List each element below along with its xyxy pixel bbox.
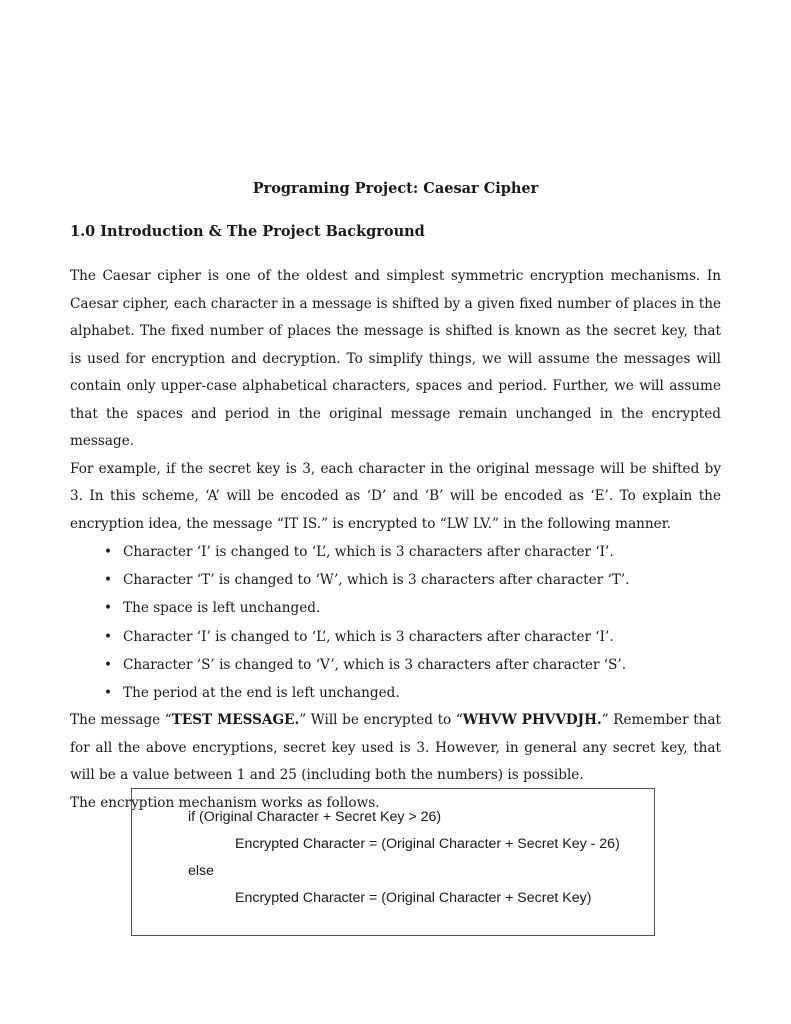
message-example-paragraph — [70, 707, 721, 790]
text-run: ” Remember that for all the above encryptions, secret key used is 3. However, in general any secret key, that will be a value between 1 and 25 (including both the numbers) is possible. — [70, 712, 721, 784]
intro-paragraph: The Caesar cipher is one of the oldest and simplest symmetric encryption mechanisms. In Caesar cipher, each character in a message is shifted by a given fixed number of places in the alphabet. The fixed number of places the message is shifted is known as the secret key, that is used for encryption and decryption. To simplify things, we will assume the messages will contain only upper-case alphabetical characters, spaces and period. Further, we will assume that the spaces and period in the original message remain unchanged in the encrypted message. — [70, 268, 721, 449]
bullet-icon: • — [104, 685, 113, 702]
pseudocode-else-line: else — [188, 863, 215, 879]
list-item — [104, 679, 721, 707]
bullet-icon: • — [104, 628, 113, 645]
section-heading: 1.0 Introduction & The Project Background — [70, 223, 425, 240]
list-item-text: The period at the end is left unchanged. — [123, 685, 400, 702]
document-title: Programing Project: Caesar Cipher — [252, 180, 539, 197]
text-run: ” Will be encrypted to “ — [299, 712, 463, 729]
list-item — [104, 594, 721, 622]
list-item-text: Character ‘I’ is changed to ‘L’, which is 3 characters after character ‘I’. — [123, 628, 614, 645]
encryption-pseudocode-box — [131, 788, 655, 936]
list-item — [104, 623, 721, 651]
bullet-icon: • — [104, 600, 113, 617]
example-paragraph: For example, if the secret key is 3, each character in the original message will be shifted by 3. In this scheme, ‘A’ will be encoded as ‘D’ and ‘B’ will be encoded as ‘E’. To explain the encryption idea, the message “IT IS.” is encrypted to “LW LV.” in the following manner. — [70, 460, 721, 532]
encryption-steps-list — [70, 538, 721, 707]
pseudocode-then-line: Encrypted Character = (Original Character + Secret Key - 26) — [235, 836, 620, 852]
list-item — [104, 651, 721, 679]
bullet-icon: • — [104, 656, 113, 673]
list-item-text: Character ‘S’ is changed to ‘V’, which is 3 characters after character ‘S’. — [123, 656, 627, 673]
bullet-icon: • — [104, 572, 113, 589]
list-item-text: Character ‘I’ is changed to ‘L’, which is 3 characters after character ‘I’. — [123, 544, 614, 560]
pseudocode-else-body-line: Encrypted Character = (Original Character + Secret Key) — [235, 890, 592, 906]
bullet-icon: • — [104, 544, 113, 560]
encrypted-message: WHVW PHVVDJH. — [462, 712, 602, 729]
text-run: The message “ — [70, 712, 172, 729]
pseudocode-if-line: if (Original Character + Secret Key > 26) — [188, 809, 442, 825]
list-item — [104, 566, 721, 594]
list-item — [104, 538, 721, 566]
original-message: TEST MESSAGE. — [171, 712, 300, 729]
list-item-text: The space is left unchanged. — [123, 600, 321, 617]
list-item-text: Character ‘T’ is changed to ‘W’, which is 3 characters after character ‘T’. — [123, 572, 630, 589]
mechanism-intro: The encryption mechanism works as follows. — [70, 794, 380, 811]
document-body — [70, 263, 721, 817]
